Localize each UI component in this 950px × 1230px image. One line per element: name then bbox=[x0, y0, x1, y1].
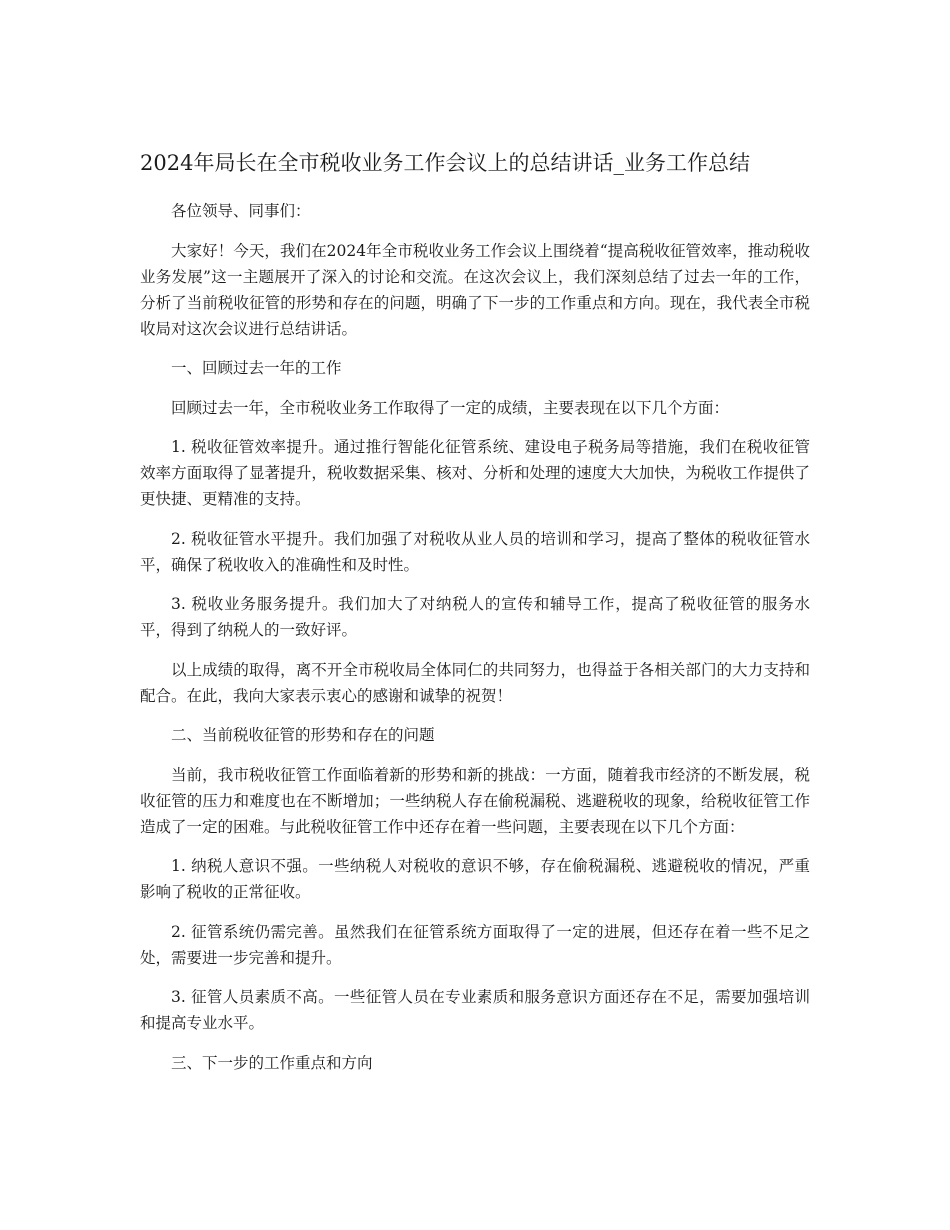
section1-closing: 以上成绩的取得，离不开全市税收局全体同仁的共同努力，也得益于各相关部门的大力支持和配合。在此，我向大家表示衷心的感谢和诚挚的祝贺！ bbox=[140, 660, 810, 705]
section2-item-2: 2. 征管系统仍需完善。虽然我们在征管系统方面取得了一定的进展，但还存在着一些不足之处，需要进一步完善和提升。 bbox=[140, 922, 810, 967]
section-heading-3: 三、下一步的工作重点和方向 bbox=[171, 1053, 373, 1072]
section1-item-1: 1. 税收征管效率提升。通过推行智能化征管系统、建设电子税务局等措施，我们在税收征管效率方面取得了显著提升，税收数据采集、核对、分析和处理的速度大大加快，为税收工作提供了更快捷、更精准的支持。 bbox=[140, 438, 810, 508]
section1-lead: 回顾过去一年，全市税收业务工作取得了一定的成绩，主要表现在以下几个方面： bbox=[171, 398, 730, 417]
section1-item-2: 2. 税收征管水平提升。我们加强了对税收从业人员的培训和学习，提高了整体的税收征管水平，确保了税收收入的准确性和及时性。 bbox=[140, 529, 810, 574]
greeting: 各位领导、同事们： bbox=[171, 202, 311, 220]
document-title: 2024年局长在全市税收业务工作会议上的总结讲话_业务工作总结 bbox=[140, 151, 750, 175]
section-heading-1: 一、回顾过去一年的工作 bbox=[171, 359, 342, 377]
section2-item-1: 1. 纳税人意识不强。一些纳税人对税收的意识不够，存在偷税漏税、逃避税收的情况，严重影响了税收的正常征收。 bbox=[140, 857, 810, 901]
document-body bbox=[140, 198, 810, 1089]
section1-item-3: 3. 税收业务服务提升。我们加大了对纳税人的宣传和辅导工作，提高了税收征管的服务水平，得到了纳税人的一致好评。 bbox=[140, 595, 810, 639]
section-heading-2: 二、当前税收征管的形势和存在的问题 bbox=[171, 726, 435, 744]
section2-item-3: 3. 征管人员素质不高。一些征管人员在专业素质和服务意识方面还存在不足，需要加强培训和提高专业水平。 bbox=[140, 988, 810, 1032]
intro-paragraph: 大家好！今天，我们在2024年全市税收业务工作会议上围绕着“提高税收征管效率，推动税收业务发展”这一主题展开了深入的讨论和交流。在这次会议上，我们深刻总结了过去一年的工作，分析了当前税收征管的形势和存在的问题，明确了下一步的工作重点和方向。现在，我代表全市税收局对这次会议进行总结讲话。 bbox=[140, 241, 810, 338]
section2-lead: 当前，我市税收征管工作面临着新的形势和新的挑战：一方面，随着我市经济的不断发展，税收征管的压力和难度也在不断增加；一些纳税人存在偷税漏税、逃避税收的现象，给税收征管工作造成了一定的困难。与此税收征管工作中还存在着一些问题，主要表现在以下几个方面： bbox=[140, 765, 810, 836]
